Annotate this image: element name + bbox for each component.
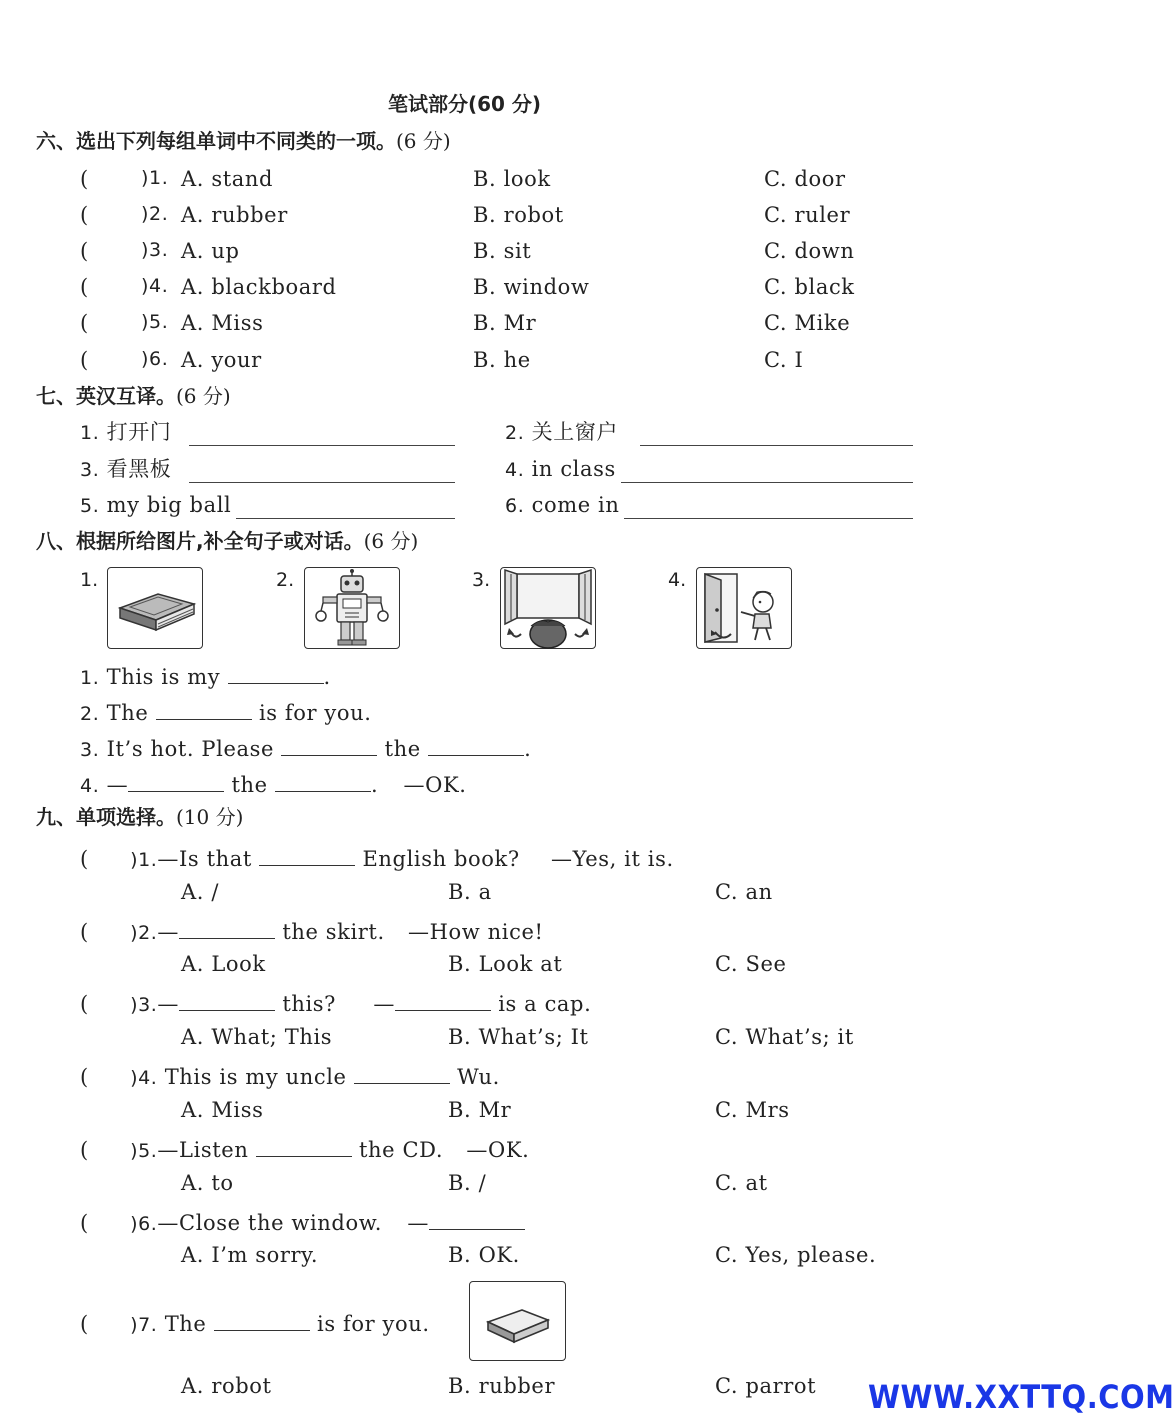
item-number: 3. [80,739,100,761]
section-6-heading [36,131,451,151]
answer-line-3[interactable] [189,482,455,483]
item-number: 1. [80,422,100,444]
option-b[interactable]: B. Mr [448,1098,512,1122]
sentence-text: It’s hot. Please [106,737,275,761]
item-text: my big ball [106,493,232,517]
option-a: A. Miss [181,311,264,335]
question-text: —Is that [157,847,252,871]
book-picture [107,567,203,649]
option-a[interactable]: A. to [181,1171,234,1195]
answer-paren[interactable]: ( [80,167,89,191]
answer-blank[interactable] [429,1209,525,1230]
answer-blank[interactable] [179,990,275,1011]
section-6-points: (6 分) [396,129,451,153]
robot-icon [305,568,399,648]
option-c: C. Mike [764,311,851,335]
answer-blank[interactable] [256,1136,352,1157]
question-number: )5. [130,1140,158,1162]
answer-blank[interactable] [428,735,524,756]
question-number: )6. [141,348,169,370]
option-c: C. I [764,348,804,372]
s9-q2 [80,918,544,943]
item-number: 6. [505,495,525,517]
answer-paren[interactable]: ( [80,992,89,1016]
question-number: )4. [130,1067,158,1089]
answer-paren[interactable]: ( [80,275,89,299]
answer-blank[interactable] [395,990,491,1011]
question-text: This is my uncle [164,1065,347,1089]
sentence-text: the [384,737,421,761]
sentence-text: . [524,737,532,761]
eraser-icon [470,1282,565,1360]
sentence-text: . [370,773,379,797]
item-number: 1. [80,667,100,689]
sentence-text: — [106,773,129,797]
question-number: )2. [141,203,169,225]
answer-line-5[interactable] [236,518,455,519]
s8-sentence-3 [80,735,531,760]
option-b: B. Mr [473,311,537,335]
question-text: —Yes, it is. [550,847,674,871]
answer-paren[interactable]: ( [80,847,89,871]
answer-paren[interactable]: ( [80,348,89,372]
option-b[interactable]: B. OK. [448,1243,520,1267]
answer-line-6[interactable] [624,518,913,519]
option-a: A. up [181,239,240,263]
door-icon [697,568,791,648]
sentence-text: is for you. [258,701,372,725]
section-8-heading-text: 八、根据所给图片,补全句子或对话。 [36,529,364,553]
s9-q7 [80,1310,430,1335]
s8-sentence-1 [80,663,331,688]
option-a[interactable]: A. I’m sorry. [181,1243,319,1267]
sentence-text: The [106,701,149,725]
open-door-picture [696,567,792,649]
answer-paren[interactable]: ( [80,1138,89,1162]
question-text: —OK. [466,1138,530,1162]
item-number: 5. [80,495,100,517]
s7-item-2 [505,422,618,443]
option-b: B. window [473,275,590,299]
answer-paren[interactable]: ( [80,1065,89,1089]
item-text: come in [531,493,620,517]
question-number: )5. [141,311,169,333]
question-text: — [373,992,395,1016]
option-c[interactable]: C. Mrs [715,1098,790,1122]
sentence-text: the [231,773,268,797]
pic-label-4: 4. [668,569,687,591]
option-a: A. stand [181,167,274,191]
sentence-text: This is my [106,665,221,689]
question-number: )3. [141,239,169,261]
pic-label-2: 2. [276,569,295,591]
question-number: )1. [130,849,158,871]
section-7-heading-text: 七、英汉互译。 [36,384,176,408]
item-number: 2. [505,422,525,444]
option-a[interactable]: A. Miss [181,1098,264,1122]
option-c[interactable]: C. What’s; it [715,1025,854,1049]
answer-blank[interactable] [156,699,252,720]
question-number: )2. [130,922,158,944]
site-watermark: WWW.XXTTQ.COM [868,1378,1175,1416]
option-a[interactable]: A. What; This [181,1025,333,1049]
option-c: C. black [764,275,855,299]
answer-paren[interactable]: ( [80,920,89,944]
answer-line-4[interactable] [621,482,913,483]
pic-label-3: 3. [472,569,491,591]
answer-blank[interactable] [275,771,371,792]
open-window-picture [500,567,596,649]
item-number: 3. [80,459,100,481]
option-c: C. door [764,167,846,191]
s7-item-4 [505,459,616,480]
option-c: C. ruler [764,203,851,227]
answer-blank[interactable] [228,663,324,684]
pic-label-1: 1. [80,569,99,591]
answer-paren[interactable]: ( [80,239,89,263]
item-text: 打开门 [106,420,172,444]
question-text: —Listen [157,1138,249,1162]
book-icon [108,568,202,648]
item-number: 4. [505,459,525,481]
question-number: )7. [130,1314,158,1336]
answer-blank[interactable] [281,735,377,756]
option-a: A. your [181,348,262,372]
question-text: the skirt. [282,920,385,944]
option-b[interactable]: B. rubber [448,1374,556,1398]
sentence-text: —OK. [403,773,467,797]
item-number: 4. [80,775,100,797]
option-c[interactable]: C. at [715,1171,768,1195]
option-b: B. he [473,348,531,372]
s8-sentence-4 [80,771,467,796]
answer-blank[interactable] [259,845,355,866]
question-text: this? [282,992,337,1016]
answer-blank[interactable] [354,1063,450,1084]
s9-q4 [80,1063,500,1088]
section-9-points: (10 分) [176,805,244,829]
s7-item-3 [80,459,171,480]
option-b[interactable]: B. What’s; It [448,1025,589,1049]
option-a: A. rubber [181,203,288,227]
section-9-heading-text: 九、单项选择。 [36,805,176,829]
option-b[interactable]: B. a [448,880,492,904]
question-text: Wu. [457,1065,500,1089]
answer-blank[interactable] [128,771,224,792]
question-text: —Close the window. [157,1211,383,1235]
section-6-heading-text: 六、选出下列每组单词中不同类的一项。 [36,129,396,153]
question-text: The [164,1312,207,1336]
option-b: B. robot [473,203,564,227]
sentence-text: . [323,665,331,689]
question-text: — [407,1211,429,1235]
rubber-picture [469,1281,566,1361]
section-7-heading [36,386,231,406]
question-text: — [157,920,180,944]
option-b: B. look [473,167,551,191]
question-number: )1. [141,167,169,189]
s9-q5 [80,1136,529,1161]
option-c[interactable]: C. Yes, please. [715,1243,877,1267]
option-a: A. blackboard [181,275,337,299]
section-8-points: (6 分) [363,529,419,553]
s7-item-6 [505,495,619,516]
option-b[interactable]: B. / [448,1171,487,1195]
question-text: is a cap. [498,992,592,1016]
section-9-heading [36,807,243,827]
answer-paren[interactable]: ( [80,311,89,335]
option-b: B. sit [473,239,532,263]
robot-picture [304,567,400,649]
option-a[interactable]: A. robot [181,1374,272,1398]
question-text: the CD. [359,1138,444,1162]
answer-line-1[interactable] [189,445,455,446]
answer-line-2[interactable] [640,445,913,446]
s9-q3 [80,990,591,1015]
answer-paren[interactable]: ( [80,1211,89,1235]
answer-blank[interactable] [179,918,275,939]
option-b[interactable]: B. Look at [448,952,563,976]
question-number: )6. [130,1213,158,1235]
question-text: —How nice! [408,920,544,944]
s7-item-5 [80,495,231,516]
option-c[interactable]: C. See [715,952,787,976]
s8-sentence-2 [80,699,372,724]
item-number: 2. [80,703,100,725]
s9-q6 [80,1209,525,1234]
window-icon [501,568,595,648]
option-a[interactable]: A. Look [181,952,266,976]
s9-q1 [80,845,674,870]
page-title: 笔试部分(60 分) [388,92,542,116]
answer-paren[interactable]: ( [80,203,89,227]
item-text: 关上窗户 [531,420,619,444]
question-text: is for you. [317,1312,430,1336]
option-c[interactable]: C. parrot [715,1374,817,1398]
option-a[interactable]: A. / [181,880,219,904]
question-text: English book? [362,847,520,871]
s7-item-1 [80,422,171,443]
answer-blank[interactable] [214,1310,310,1331]
section-8-heading [36,531,418,551]
answer-paren[interactable]: ( [80,1312,89,1336]
question-number: )4. [141,275,169,297]
section-7-points: (6 分) [176,384,231,408]
question-text: — [157,992,180,1016]
item-text: in class [531,457,616,481]
option-c[interactable]: C. an [715,880,773,904]
option-c: C. down [764,239,855,263]
item-text: 看黑板 [106,457,172,481]
question-number: )3. [130,994,158,1016]
